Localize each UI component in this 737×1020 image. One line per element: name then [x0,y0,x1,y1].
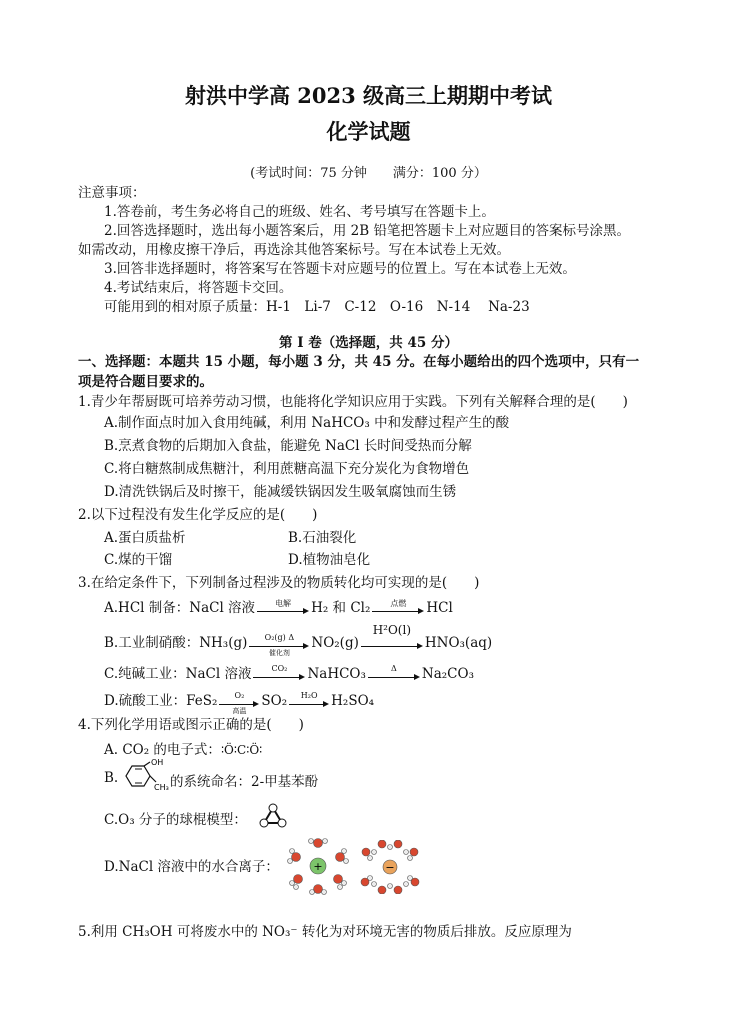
reaction-arrow: O₂(g) Δ 催化剂 [249,637,309,651]
hydroxyl-label: OH [151,758,164,767]
atomic-masses: 可能用到的相对原子质量：H-1 Li-7 C-12 O-16 N-14 Na-23 [104,299,530,315]
question-3-option-d: D.硫酸工业：FeS₂ O₂ 高温 SO₂ H₂O H₂SO₄ [104,690,375,715]
notice-item: 1.答卷前，考生务必将自己的班级、姓名、考号填写在答题卡上。 [104,204,495,220]
reaction-arrow: CO₂ [253,668,305,682]
section-intro: 一、选择题：本题共 15 小题，每小题 3 分，共 45 分。在每小题给出的四个选项中，只有一 [78,354,640,370]
question-3-option-b: B.工业制硝酸：NH₃(g) O₂(g) Δ 催化剂 NO₂(g) H²O(l) HNO₃(aq) [104,622,493,657]
question-2-stem: 2.以下过程没有发生化学反应的是( ) [78,507,318,523]
question-4-option-b-text: 的系统命名：2-甲基苯酚 [170,774,319,790]
methyl-label: CH₃ [154,783,169,792]
hydrated-chloride-ion-icon [360,840,420,894]
question-2-option-a: A.蛋白质盐析 [104,530,186,546]
question-4-option-d: D.NaCl 溶液中的水合离子： [104,859,279,875]
notice-heading: 注意事项： [78,185,146,201]
notice-item: 2.回答选择题时，选出每小题答案后，用 2B 铅笔把答题卡上对应题目的答案标号涂黑。 [104,223,630,239]
question-5-stem: 5.利用 CH₃OH 可将废水中的 NO₃⁻ 转化为对环境无害的物质后排放。反应原理为 [78,924,572,940]
reaction-arrow: Δ [368,668,420,682]
question-2-option-c: C.煤的干馏 [104,552,173,568]
reaction-arrow: 点燃 [372,602,424,616]
question-3-stem: 3.在给定条件下，下列制备过程涉及的物质转化均可实现的是( ) [78,575,480,591]
svg-text:−: − [385,861,395,874]
question-4-option-c: C.O₃ 分子的球棍模型： [104,812,247,828]
reaction-arrow: H²O(l) [361,637,423,651]
question-4-option-b-label: B. [104,770,119,786]
reaction-arrow: H₂O [289,695,329,709]
reaction-arrow: 电解 [257,602,309,616]
reaction-arrow: O₂ 高温 [219,695,259,709]
exam-subtitle: 化学试题 [326,119,411,144]
question-1-option-d: D.清洗铁锅后及时擦干，能减缓铁锅因发生吸氧腐蚀而生锈 [104,484,457,500]
question-4-option-a: A. CO₂ 的电子式：∶Ö∶C∶Ö∶ [104,742,263,758]
exam-title: 射洪中学高 2023 级高三上期期中考试 [184,83,553,108]
question-1-stem: 1.青少年帮厨既可培养劳动习惯，也能将化学知识应用于实践。下列有关解释合理的是( ) [78,394,628,410]
methylphenol-structure-icon [118,758,170,796]
section-title: 第 I 卷（选择题，共 45 分） [279,335,458,351]
question-1-option-a: A.制作面点时加入食用纯碱，利用 NaHCO₃ 中和发酵过程产生的酸 [104,415,510,431]
question-3-option-a: A.HCl 制备：NaCl 溶液 电解 H₂ 和 Cl₂ 点燃 HCl [104,598,453,616]
svg-text:+: + [313,860,323,873]
question-4-stem: 4.下列化学用语或图示正确的是( ) [78,717,304,733]
question-1-option-c: C.将白糖熬制成焦糖汁，利用蔗糖高温下充分炭化为食物增色 [104,461,470,477]
question-1-option-b: B.烹煮食物的后期加入食盐，能避免 NaCl 长时间受热而分解 [104,438,472,454]
ozone-ball-stick-icon [257,802,289,830]
section-intro: 项是符合题目要求的。 [78,374,213,390]
notice-item: 4.考试结束后，将答题卡交回。 [104,280,293,296]
question-2-option-d: D.植物油皂化 [288,552,371,568]
hydrated-sodium-ion-icon [286,837,350,895]
question-2-option-b: B.石油裂化 [288,530,357,546]
question-3-option-c: C.纯碱工业：NaCl 溶液 CO₂ NaHCO₃ Δ Na₂CO₃ [104,663,474,682]
exam-info: (考试时间：75 分钟 满分：100 分） [250,166,487,181]
notice-item: 3.回答非选择题时，将答案写在答题卡对应题号的位置上。写在本试卷上无效。 [104,261,576,277]
notice-item: 如需改动，用橡皮擦干净后，再选涂其他答案标号。写在本试卷上无效。 [78,242,510,258]
co2-electron-formula: ∶Ö∶C∶Ö∶ [220,743,263,757]
